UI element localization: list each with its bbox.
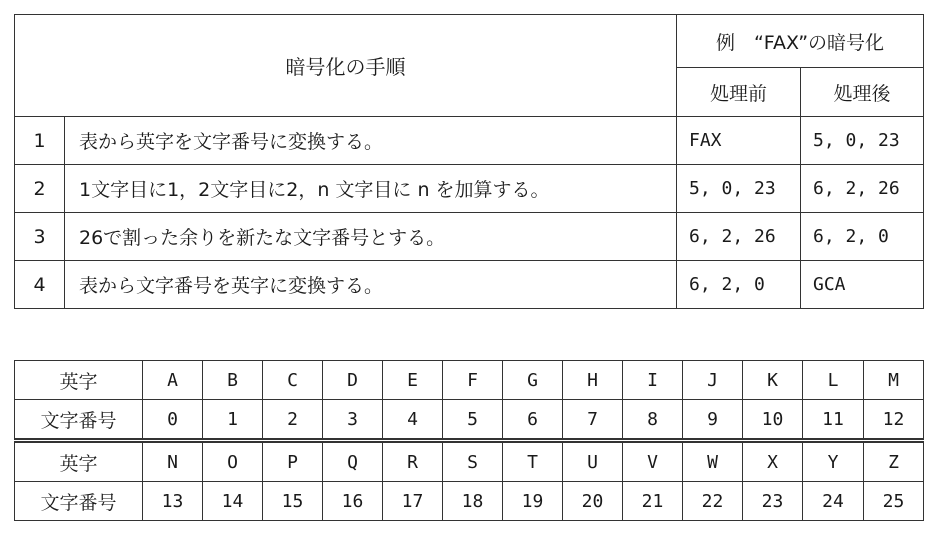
number-cell: 11 [803, 400, 864, 441]
number-cell: 18 [443, 482, 503, 521]
procedure-step-row [15, 165, 924, 213]
letter-cell: R [383, 441, 443, 482]
letter-cell: B [203, 361, 263, 400]
step-number: 2 [15, 165, 65, 213]
step-description: 1文字目に1，2文字目に2，n 文字目に n を加算する。 [65, 165, 677, 213]
number-cell: 20 [563, 482, 623, 521]
number-cell: 0 [143, 400, 203, 441]
step-description: 26で割った余りを新たな文字番号とする。 [65, 213, 677, 261]
number-cell: 23 [743, 482, 803, 521]
step-after-value: 6, 2, 26 [801, 165, 924, 213]
letter-cell: H [563, 361, 623, 400]
step-before-value: FAX [677, 117, 801, 165]
step-after-value: 5, 0, 23 [801, 117, 924, 165]
number-cell: 15 [263, 482, 323, 521]
letter-cell: P [263, 441, 323, 482]
number-cell: 12 [864, 400, 924, 441]
step-number: 4 [15, 261, 65, 309]
number-cell: 14 [203, 482, 263, 521]
after-header: 処理後 [801, 68, 924, 117]
example-header: 例 “FAX”の暗号化 [677, 15, 924, 68]
letter-cell: W [683, 441, 743, 482]
letter-cell: M [864, 361, 924, 400]
before-header: 処理前 [677, 68, 801, 117]
number-cell: 4 [383, 400, 443, 441]
step-description: 表から英字を文字番号に変換する。 [65, 117, 677, 165]
letter-row [15, 441, 924, 482]
number-cell: 2 [263, 400, 323, 441]
letter-code-table [14, 360, 924, 521]
letter-cell: U [563, 441, 623, 482]
number-cell: 7 [563, 400, 623, 441]
number-cell: 21 [623, 482, 683, 521]
number-row-label: 文字番号 [15, 400, 143, 441]
letter-cell: L [803, 361, 864, 400]
step-before-value: 5, 0, 23 [677, 165, 801, 213]
number-row [15, 482, 924, 521]
number-cell: 19 [503, 482, 563, 521]
step-number: 1 [15, 117, 65, 165]
letter-cell: O [203, 441, 263, 482]
number-cell: 1 [203, 400, 263, 441]
number-cell: 22 [683, 482, 743, 521]
procedure-step-row [15, 213, 924, 261]
number-cell: 8 [623, 400, 683, 441]
letter-cell: N [143, 441, 203, 482]
letter-cell: F [443, 361, 503, 400]
letter-cell: T [503, 441, 563, 482]
procedure-step-row [15, 117, 924, 165]
number-cell: 16 [323, 482, 383, 521]
letter-cell: J [683, 361, 743, 400]
number-cell: 9 [683, 400, 743, 441]
number-cell: 6 [503, 400, 563, 441]
letter-cell: C [263, 361, 323, 400]
letter-row [15, 361, 924, 400]
step-after-value: GCA [801, 261, 924, 309]
letter-cell: A [143, 361, 203, 400]
letter-cell: V [623, 441, 683, 482]
letter-row-label: 英字 [15, 441, 143, 482]
step-description: 表から文字番号を英字に変換する。 [65, 261, 677, 309]
step-before-value: 6, 2, 0 [677, 261, 801, 309]
letter-cell: Z [864, 441, 924, 482]
procedure-step-row [15, 261, 924, 309]
letter-cell: S [443, 441, 503, 482]
number-cell: 5 [443, 400, 503, 441]
letter-cell: Y [803, 441, 864, 482]
number-row [15, 400, 924, 441]
number-row-label: 文字番号 [15, 482, 143, 521]
letter-cell: I [623, 361, 683, 400]
step-number: 3 [15, 213, 65, 261]
number-cell: 13 [143, 482, 203, 521]
step-after-value: 6, 2, 0 [801, 213, 924, 261]
number-cell: 17 [383, 482, 443, 521]
step-before-value: 6, 2, 26 [677, 213, 801, 261]
encryption-procedure-table [14, 14, 924, 309]
number-cell: 3 [323, 400, 383, 441]
number-cell: 25 [864, 482, 924, 521]
number-cell: 24 [803, 482, 864, 521]
letter-cell: G [503, 361, 563, 400]
procedure-header: 暗号化の手順 [15, 15, 677, 117]
letter-cell: Q [323, 441, 383, 482]
number-cell: 10 [743, 400, 803, 441]
letter-cell: K [743, 361, 803, 400]
letter-cell: X [743, 441, 803, 482]
letter-row-label: 英字 [15, 361, 143, 400]
letter-cell: D [323, 361, 383, 400]
letter-cell: E [383, 361, 443, 400]
